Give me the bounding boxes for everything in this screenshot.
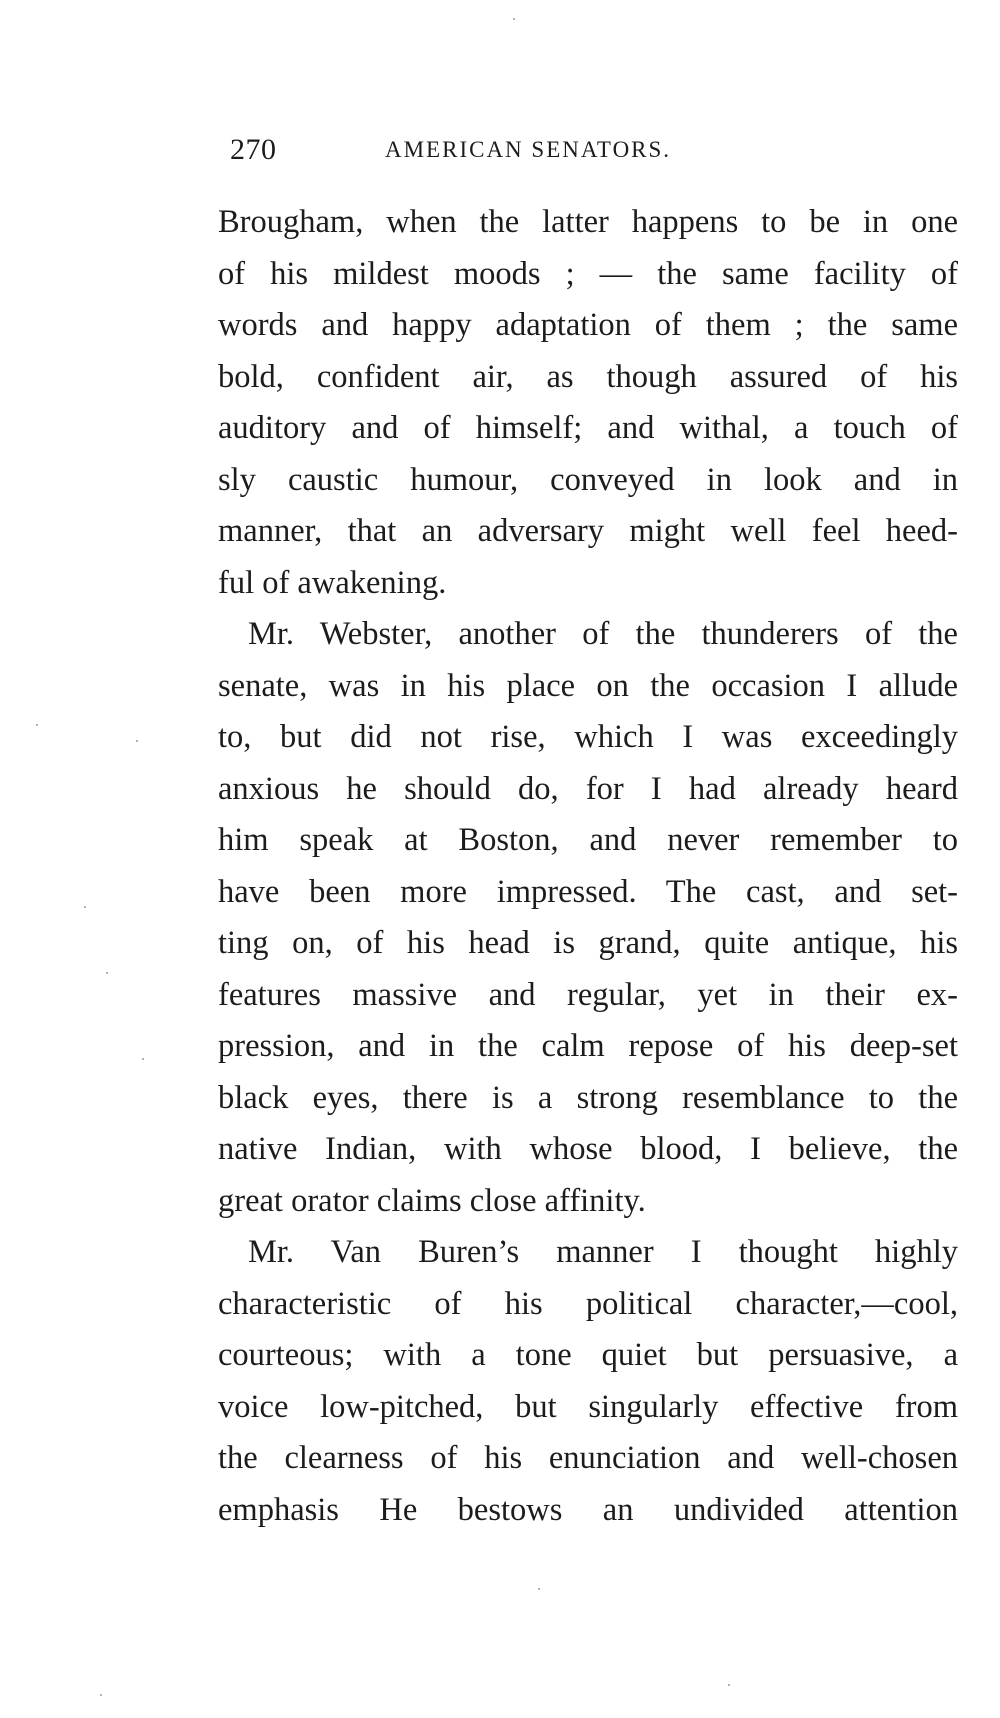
text-line: bold, confident air, as though assured of his [218,358,958,395]
text-line: emphasis He bestows an undivided attention [218,1491,958,1528]
text-line: anxious he should do, for I had already heard [218,770,958,807]
body-text [218,197,958,1536]
text-line: senate, was in his place on the occasion I allude [218,667,958,704]
scan-speck [513,18,515,20]
text-line: black eyes, there is a strong resemblance to the [218,1079,958,1116]
scan-speck [142,1058,144,1060]
text-line: great orator claims close affinity. [218,1182,646,1219]
text-line: features massive and regular, yet in their ex- [218,976,958,1013]
text-line: courteous; with a tone quiet but persuasive, a [218,1337,958,1373]
scan-speck [36,724,38,726]
text-line: words and happy adaptation of them ; the same [218,307,958,343]
scan-speck [84,906,86,908]
text-line: ting on, of his head is grand, quite antique, his [218,925,958,961]
text-line: the clearness of his enunciation and well-chosen [218,1440,958,1476]
text-line: native Indian, with whose blood, I believe, the [218,1131,958,1167]
text-line: manner, that an adversary might well feel heed- [218,513,958,549]
text-line: of his mildest moods ; — the same facility of [218,255,958,292]
running-header [230,130,755,170]
text-line: have been more impressed. The cast, and set- [218,873,958,910]
text-line: auditory and of himself; and withal, a touch of [218,410,958,446]
text-line: ful of awakening. [218,564,447,601]
text-line: characteristic of his political character,—cool, [218,1285,958,1322]
scan-speck [100,1694,102,1696]
text-line: Mr. Van Buren’s manner I thought highly [248,1234,958,1270]
paragraph-van-buren [218,1227,958,1536]
text-line: pression, and in the calm repose of his deep-set [218,1028,958,1064]
scan-speck [106,972,108,974]
text-line: sly caustic humour, conveyed in look and in [218,461,958,498]
running-title: AMERICAN SENATORS. [385,137,672,162]
text-line: to, but did not rise, which I was exceedingly [218,719,958,755]
scan-speck [538,1588,540,1590]
text-line: Brougham, when the latter happens to be in one [218,204,958,240]
text-line: him speak at Boston, and never remember to [218,822,958,858]
scan-speck [728,1684,730,1686]
scan-speck [136,740,138,742]
page-number: 270 [230,133,277,166]
paragraph-webster [218,609,958,1227]
paragraph-continuation [218,197,958,609]
text-line: voice low-pitched, but singularly effective from [218,1388,958,1425]
text-line: Mr. Webster, another of the thunderers of the [248,616,958,652]
